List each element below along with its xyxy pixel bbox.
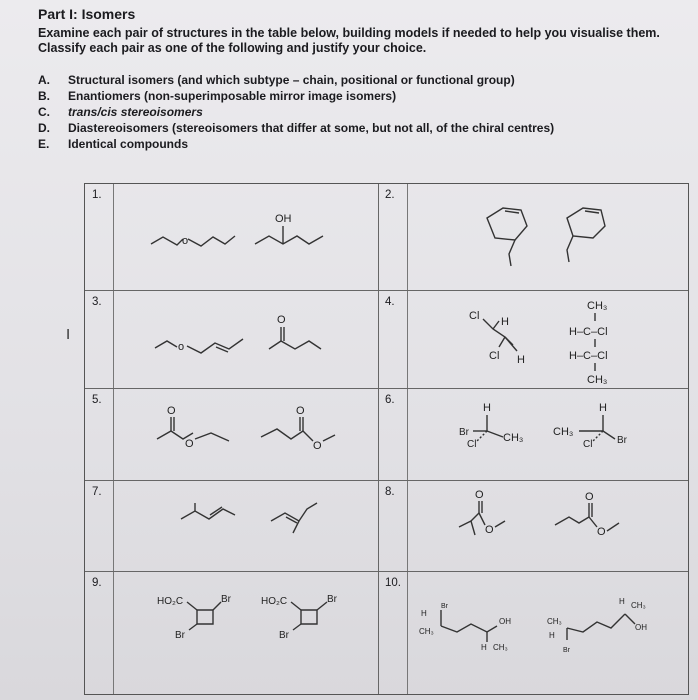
carbonyl-oxygen-label: O bbox=[296, 405, 305, 417]
page-title: Part I: Isomers bbox=[38, 6, 136, 22]
carboxyl-label: HO₂C bbox=[261, 596, 288, 607]
pair-cell-8 bbox=[379, 481, 688, 572]
option-e: E. Identical compounds bbox=[38, 137, 189, 151]
pair-5-structures bbox=[85, 389, 379, 481]
pair-number: 2. bbox=[385, 189, 395, 201]
oxygen-label: o bbox=[182, 235, 189, 247]
chlorine-label: Cl bbox=[583, 439, 593, 450]
pair-cell-7 bbox=[85, 481, 379, 572]
pair-number: 3. bbox=[92, 296, 102, 308]
hydrogen-label: H bbox=[421, 609, 427, 618]
methyl-label: CH₃ bbox=[419, 627, 434, 636]
pair-9-structures bbox=[85, 572, 379, 694]
carbonyl-oxygen-label: O bbox=[277, 314, 286, 326]
methyl-label: CH₃ bbox=[587, 300, 608, 312]
pair-number: 9. bbox=[92, 577, 102, 589]
hydrogen-label: H bbox=[481, 643, 487, 652]
chlorine-label: Cl bbox=[467, 439, 477, 450]
hydroxyl-label: OH bbox=[635, 623, 647, 632]
ester-oxygen-label: O bbox=[313, 440, 322, 452]
methyl-label: CH₃ bbox=[493, 643, 508, 652]
pair-number: 10. bbox=[385, 577, 401, 589]
carbonyl-oxygen-label: O bbox=[585, 491, 594, 503]
hydrogen-label: H bbox=[549, 631, 555, 640]
pair-10-structures bbox=[379, 572, 688, 694]
option-c: C. trans/cis stereoisomers bbox=[38, 105, 203, 119]
methyl-label: CH₃ bbox=[631, 601, 646, 610]
hydrogen-label: H bbox=[501, 316, 509, 328]
methyl-label: CH₃ bbox=[553, 426, 574, 438]
bromine-label: Br bbox=[441, 603, 448, 610]
ester-oxygen-label: O bbox=[185, 438, 194, 450]
carbonyl-oxygen-label: O bbox=[475, 489, 484, 501]
ester-oxygen-label: O bbox=[485, 524, 494, 536]
oh-label: OH bbox=[275, 213, 292, 225]
pair-number: 4. bbox=[385, 296, 395, 308]
hydrogen-label: H bbox=[619, 597, 625, 606]
chlorine-label: Cl bbox=[489, 350, 500, 362]
bromine-label: Br bbox=[563, 647, 570, 654]
pair-number: 6. bbox=[385, 394, 395, 406]
hccl-label: H–C–Cl bbox=[569, 350, 608, 362]
pair-cell-6 bbox=[379, 389, 688, 481]
methyl-label: CH₃ bbox=[547, 617, 562, 626]
hydrogen-label: H bbox=[599, 402, 607, 414]
bromine-label: Br bbox=[175, 630, 185, 641]
pair-7-structures bbox=[85, 481, 379, 572]
pair-number: 8. bbox=[385, 486, 395, 498]
pair-4-structures bbox=[379, 291, 688, 389]
option-b: B. Enantiomers (non-superimposable mirror image isomers) bbox=[38, 89, 397, 103]
hydroxyl-label: OH bbox=[499, 617, 511, 626]
text-cursor-icon: I bbox=[66, 326, 71, 343]
classification-options bbox=[38, 72, 554, 152]
pair-cell-4 bbox=[379, 291, 688, 389]
pair-8-structures bbox=[379, 481, 688, 572]
pair-number: 7. bbox=[92, 486, 102, 498]
pair-2-structures bbox=[379, 184, 688, 291]
pair-cell-2 bbox=[379, 184, 688, 291]
pair-cell-3 bbox=[85, 291, 379, 389]
oxygen-label: o bbox=[178, 341, 185, 353]
pair-cell-5 bbox=[85, 389, 379, 481]
carboxyl-label: HO₂C bbox=[157, 596, 184, 607]
pair-1-structures bbox=[85, 184, 379, 291]
pair-cell-1 bbox=[85, 184, 379, 291]
hydrogen-label: H bbox=[483, 402, 491, 414]
bromine-label: Br bbox=[279, 630, 289, 641]
bromine-label: Br bbox=[221, 594, 231, 605]
instructions: Examine each pair of structures in the table below, building models if needed to help you visualise them. Classify each pair as one of the following and justify your choice. bbox=[38, 26, 660, 55]
ester-oxygen-label: O bbox=[597, 526, 606, 538]
option-a: A. Structural isomers (and which subtype – chain, positional or functional group) bbox=[38, 73, 515, 87]
isomer-table bbox=[84, 183, 689, 695]
carbonyl-oxygen-label: O bbox=[167, 405, 176, 417]
hccl-label: H–C–Cl bbox=[569, 326, 608, 338]
bromine-label: Br bbox=[459, 427, 469, 438]
pair-number: 1. bbox=[92, 189, 102, 201]
bromine-label: Br bbox=[327, 594, 337, 605]
pair-number: 5. bbox=[92, 394, 102, 406]
pair-6-structures bbox=[379, 389, 688, 481]
methyl-label: CH₃ bbox=[503, 432, 524, 444]
pair-3-structures bbox=[85, 291, 379, 389]
option-d: D. Diastereoisomers (stereoisomers that differ at some, but not all, of the chiral centres) bbox=[38, 121, 555, 135]
hydrogen-label: H bbox=[517, 354, 525, 366]
chlorine-label: Cl bbox=[469, 310, 480, 322]
pair-cell-9 bbox=[85, 572, 379, 694]
methyl-label: CH₃ bbox=[587, 374, 608, 386]
bromine-label: Br bbox=[617, 435, 627, 446]
pair-cell-10 bbox=[379, 572, 688, 694]
